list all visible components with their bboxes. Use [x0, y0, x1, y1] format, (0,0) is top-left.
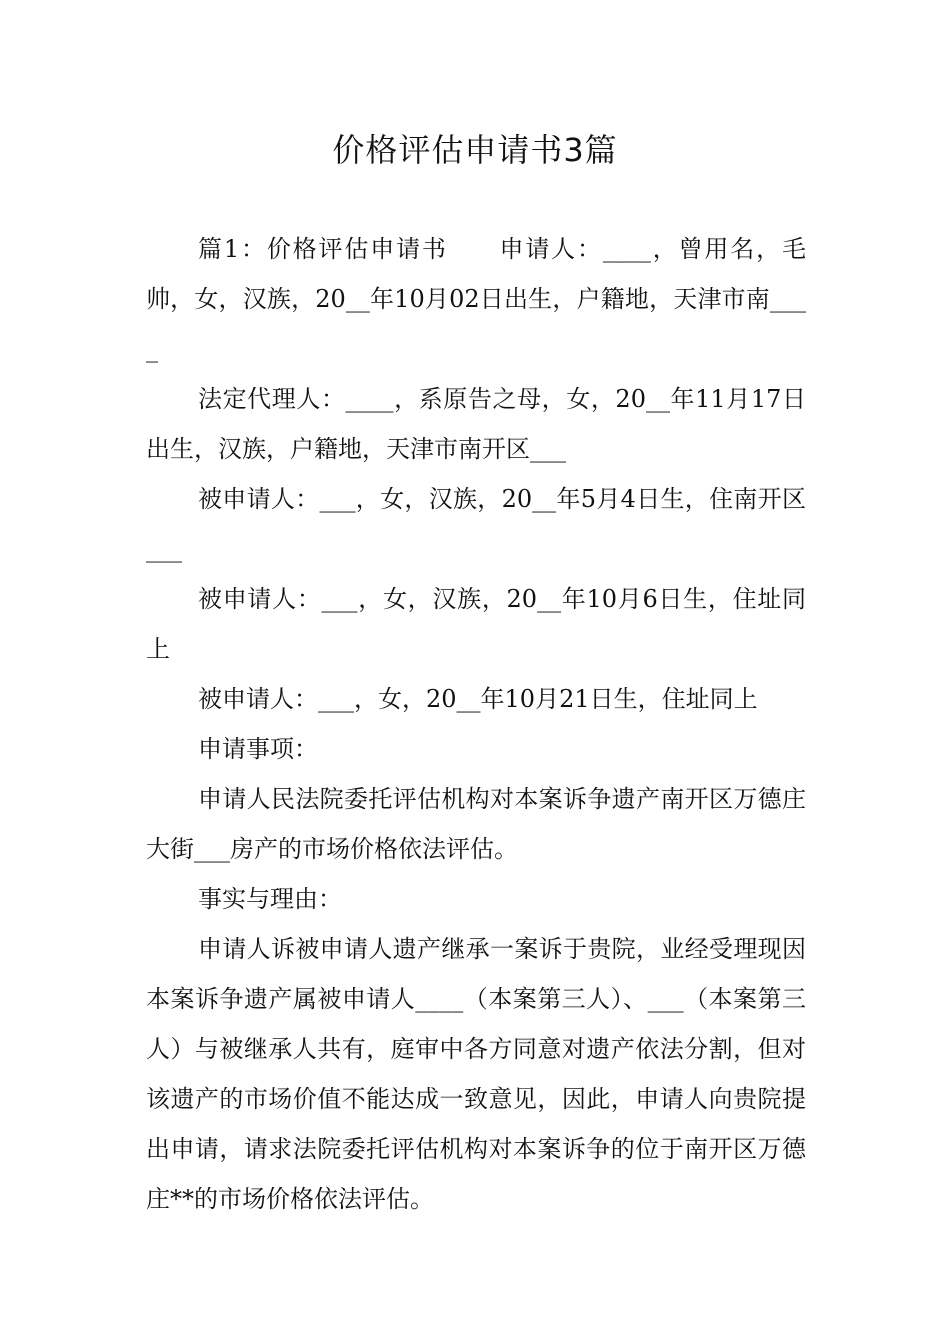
document-body — [146, 224, 806, 1224]
heading-facts-and-reasons: 事实与理由： — [198, 885, 342, 913]
paragraph-respondent-2: 被申请人：___，女，汉族，20__年10月6日生，住址同上 — [146, 585, 806, 663]
paragraph-application-matters: 申请人民法院委托评估机构对本案诉争遗产南开区万德庄大街___房产的市场价格依法评估。 — [146, 785, 806, 863]
paragraph-legal-representative: 法定代理人：____，系原告之母，女，20__年11月17日出生，汉族，户籍地，天津市南开区___ — [146, 385, 806, 463]
paragraph-respondent-1: 被申请人：___，女，汉族，20__年5月4日生，住南开区___ — [146, 485, 806, 563]
heading-application-matters: 申请事项： — [198, 735, 318, 763]
paragraph-applicant: 篇1：价格评估申请书 申请人：____，曾用名，毛帅，女，汉族，20__年10月02日出生，户籍地，天津市南____ — [146, 235, 806, 363]
paragraph-facts-and-reasons: 申请人诉被申请人遗产继承一案诉于贵院，业经受理现因本案诉争遗产属被申请人____（本案第三人）、___（本案第三人）与被继承人共有，庭审中各方同意对遗产依法分割，但对该遗产的市场价值不能达成一致意见，因此，申请人向贵院提出申请，请求法院委托评估机构对本案诉争的位于南开区万德庄**的市场价格依法评估。 — [146, 935, 806, 1213]
paragraph-respondent-3: 被申请人：___，女，20__年10月21日生，住址同上 — [198, 685, 758, 713]
document-title: 价格评估申请书3篇 — [332, 131, 618, 169]
